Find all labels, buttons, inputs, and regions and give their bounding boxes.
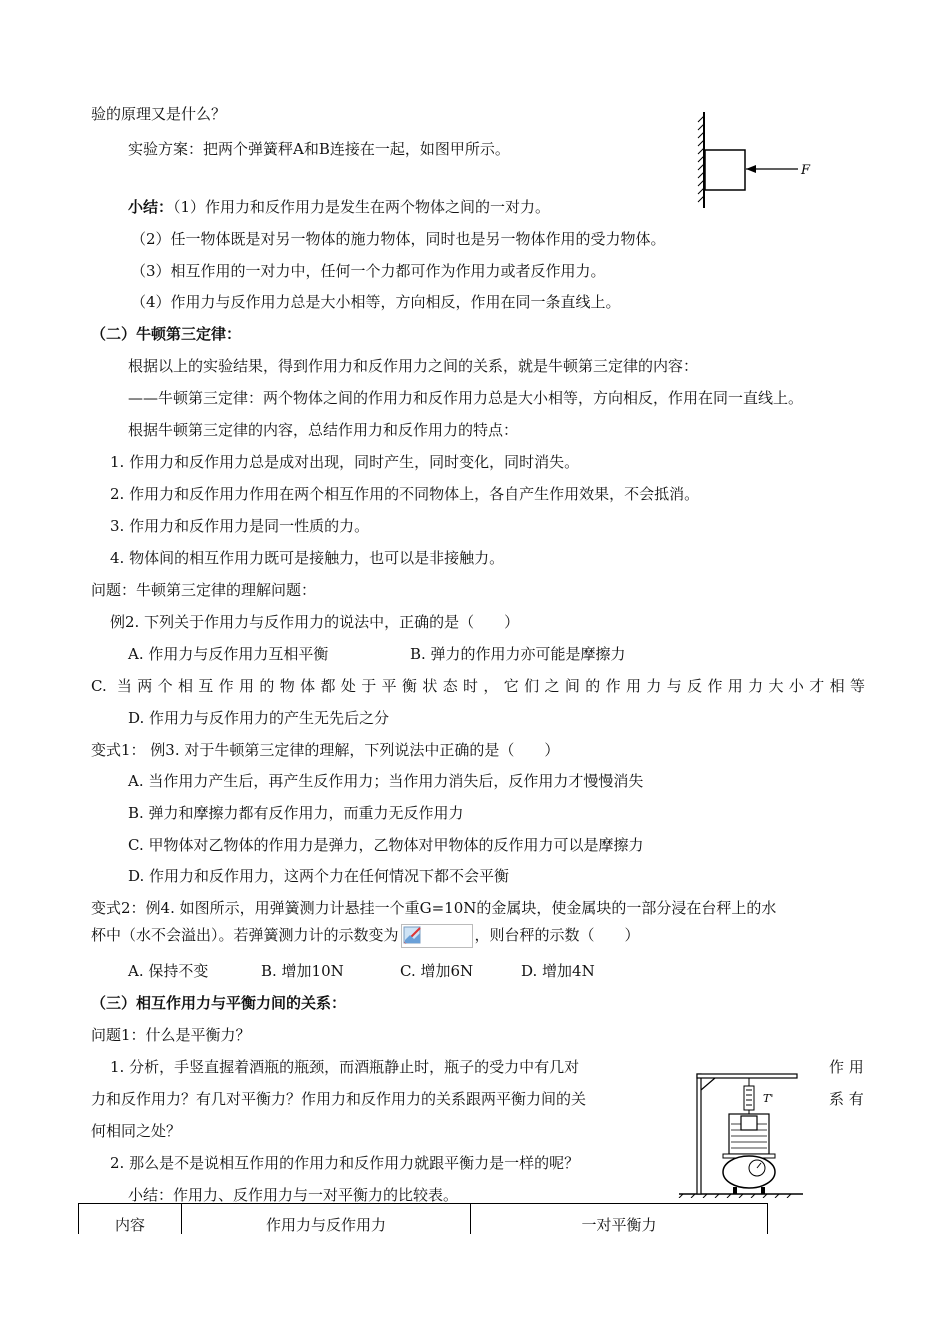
option: A. 作用力与反作用力互相平衡 <box>128 645 329 663</box>
option: B. 增加10N <box>261 962 344 980</box>
text-line: （3）相互作用的一对力中，任何一个力都可作为作用力或者反作用力。 <box>131 262 606 280</box>
text-line: （2）任一物体既是对另一物体的施力物体，同时也是另一物体作用的受力物体。 <box>131 230 666 248</box>
option: D. 作用力和反作用力，这两个力在任何情况下都不会平衡 <box>128 867 510 885</box>
comparison-table <box>78 1203 768 1234</box>
list-item: 4. 物体间的相互作用力既可是接触力，也可以是非接触力。 <box>110 549 505 567</box>
summary-line <box>128 197 550 217</box>
text-line: 小结：作用力、反作用力与一对平衡力的比较表。 <box>128 1186 459 1204</box>
summary-label: 小结： <box>128 198 174 216</box>
wall-block-figure <box>690 110 820 210</box>
broken-image-icon <box>401 924 473 948</box>
text-line: ——牛顿第三定律：两个物体之间的作用力和反作用力总是大小相等，方向相反，作用在同一直线上。 <box>128 389 804 407</box>
option: B. 弹力的作用力亦可能是摩擦力 <box>410 645 626 663</box>
section-heading: （三）相互作用力与平衡力间的关系： <box>91 994 347 1012</box>
option: C. 甲物体对乙物体的作用力是弹力，乙物体对甲物体的反作用力可以是摩擦力 <box>128 836 644 854</box>
text-line: 力和反作用力？有几对平衡力？作用力和反作用力的关系跟两平衡力间的关 <box>91 1090 587 1108</box>
option: D. 作用力与反作用力的产生无先后之分 <box>128 709 390 727</box>
question: 变式2：例4. 如图所示，用弹簧测力计悬挂一个重G=10N的金属块，使金属块的一部分浸在台秤上的水 <box>91 899 777 917</box>
summary-text: （1）作用力和反作用力是发生在两个物体之间的一对力。 <box>173 198 551 216</box>
scale-figure <box>675 1068 805 1198</box>
tension-label: T' <box>763 1092 774 1105</box>
option: D. 增加4N <box>521 962 595 980</box>
text-line: （4）作用力与反作用力总是大小相等，方向相反，作用在同一条直线上。 <box>131 293 621 311</box>
text-line: 问题1：什么是平衡力？ <box>91 1026 251 1044</box>
text-line: 何相同之处？ <box>91 1122 182 1140</box>
table-header-cell: 一对平衡力 <box>581 1216 657 1234</box>
section-heading: （二）牛顿第三定律： <box>91 325 242 343</box>
text-line: 2. 那么是不是说相互作用的作用力和反作用力就跟平衡力是一样的呢？ <box>110 1154 580 1172</box>
text-line: 系 有 <box>829 1090 864 1108</box>
text-line: 根据牛顿第三定律的内容，总结作用力和反作用力的特点： <box>128 421 519 439</box>
force-label: F <box>801 163 811 178</box>
option: B. 弹力和摩擦力都有反作用力，而重力无反作用力 <box>128 804 464 822</box>
text-line: 作 用 <box>829 1058 864 1076</box>
text-line: 1. 分析，手竖直握着酒瓶的瓶颈，而酒瓶静止时，瓶子的受力中有几对 <box>110 1058 580 1076</box>
list-item: 2. 作用力和反作用力作用在两个相互作用的不同物体上，各自产生作用效果，不会抵消。 <box>110 485 700 503</box>
table-header-cell: 内容 <box>114 1216 145 1234</box>
text-line: 根据以上的实验结果，得到作用力和反作用力之间的关系，就是牛顿第三定律的内容： <box>128 357 699 375</box>
table-header-cell: 作用力与反作用力 <box>265 1216 386 1234</box>
option: A. 当作用力产生后，再产生反作用力；当作用力消失后，反作用力才慢慢消失 <box>128 772 644 790</box>
question-text: ，则台秤的示数（ ） <box>474 926 640 944</box>
text-line: 实验方案：把两个弹簧秤A和B连接在一起，如图甲所示。 <box>128 140 510 158</box>
list-item: 1. 作用力和反作用力总是成对出现，同时产生，同时变化，同时消失。 <box>110 453 580 471</box>
question-continued <box>91 924 640 948</box>
text-line: 验的原理又是什么？ <box>91 105 227 123</box>
question: 变式1： 例3. 对于牛顿第三定律的理解，下列说法中正确的是（ ） <box>91 741 560 759</box>
question-text: 杯中（水不会溢出）。若弹簧测力计的示数变为 <box>91 926 399 944</box>
option: A. 保持不变 <box>128 962 209 980</box>
option: C. 当两个相互作用的物体都处于平衡状态时，它们之间的作用力与反作用力大小才相等 <box>91 677 865 695</box>
text-line: 问题：牛顿第三定律的理解问题： <box>91 581 317 599</box>
list-item: 3. 作用力和反作用力是同一性质的力。 <box>110 517 370 535</box>
question: 例2. 下列关于作用力与反作用力的说法中，正确的是（ ） <box>110 613 520 631</box>
option: C. 增加6N <box>400 962 474 980</box>
